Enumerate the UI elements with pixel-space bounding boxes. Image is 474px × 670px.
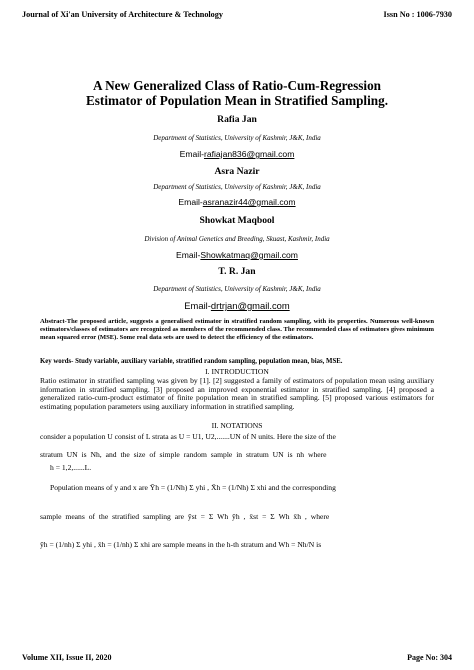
running-footer bbox=[22, 653, 452, 662]
introduction-paragraph: Ratio estimator in stratified sampling was given by [1]. [2] suggested a family of estimators of population mean using auxiliary information in stratified sampling. [3] proposed an improved exponential estimator in stratified sampling. [4] proposed a generalized ratio-cum-product estimator of finite population mean in stratified sampling. [5] proposed various estimators for estimating population parameters using auxiliary information in stratified sampling. bbox=[40, 376, 434, 411]
notation-line: consider a population U consist of L strata as U = U1, U2,.......UN of N units. Here the size of the bbox=[40, 432, 336, 441]
author-affiliation: Department of Statistics, University of Kashmir, J&K, India bbox=[153, 183, 321, 191]
notation-line: ȳh = (1/nh) Σ yhi , x̄h = (1/nh) Σ xhi are sample means in the h-th stratum and Wh = Nh/N is bbox=[40, 540, 322, 549]
author-affiliation: Department of Statistics, University of Kashmir, J&K, India bbox=[153, 134, 321, 142]
paper-title bbox=[0, 78, 474, 108]
title-line-1: A New Generalized Class of Ratio-Cum-Regression bbox=[92, 78, 381, 93]
author-name: Showkat Maqbool bbox=[199, 215, 275, 226]
author-email bbox=[0, 300, 474, 311]
email-link[interactable]: drtrjan@gmail.com bbox=[210, 300, 290, 311]
notation-line: stratum UN is Nh, and the size of simple random sample in stratum UN is nh where bbox=[40, 450, 327, 459]
author-affiliation: Department of Statistics, University of Kashmir, J&K, India bbox=[153, 285, 321, 293]
volume-issue: Volume XII, Issue II, 2020 bbox=[22, 653, 112, 662]
keywords: Key words- Study variable, auxiliary variable, stratified random sampling, population mean, bias, MSE. bbox=[40, 358, 343, 365]
title-line-2: Estimator of Population Mean in Stratified Sampling. bbox=[86, 93, 388, 108]
author-email bbox=[0, 149, 474, 159]
email-prefix: Email- bbox=[184, 300, 211, 311]
notation-line: Population means of y and x are Ȳh = (1/Nh) Σ yhi , X̄h = (1/Nh) Σ xhi and the corresponding bbox=[50, 483, 336, 492]
author-name: Asra Nazir bbox=[214, 166, 260, 177]
page-number: Page No: 304 bbox=[407, 653, 452, 662]
author-email bbox=[0, 197, 474, 207]
email-prefix: Email- bbox=[179, 149, 204, 159]
journal-name: Journal of Xi'an University of Architecture & Technology bbox=[22, 10, 223, 19]
email-prefix: Email- bbox=[176, 250, 201, 260]
email-link[interactable]: rafiajan836@gmail.com bbox=[203, 149, 295, 159]
issn: Issn No : 1006-7930 bbox=[383, 10, 452, 19]
section-heading-introduction: I. INTRODUCTION bbox=[205, 367, 269, 376]
email-link[interactable]: asranazir44@gmail.com bbox=[202, 197, 296, 207]
author-affiliation: Division of Animal Genetics and Breeding, Skuast, Kashmir, India bbox=[144, 235, 330, 243]
author-name: Rafia Jan bbox=[217, 114, 257, 125]
author-email bbox=[0, 250, 474, 260]
email-link[interactable]: Showkatmaq@gmail.com bbox=[200, 250, 298, 260]
notation-line: sample means of the stratified sampling are ȳst = Σ Wh ȳh , x̄st = Σ Wh x̄h , where bbox=[40, 512, 330, 521]
running-header bbox=[22, 10, 452, 19]
author-name: T. R. Jan bbox=[218, 266, 256, 277]
notation-line: h = 1,2,......L. bbox=[50, 463, 92, 472]
abstract: Abstract-The proposed article, suggests a generalised estimator in stratified random sampling, with its properties. Numerous well-known estimators/classes of estimators are recognized as members of the recommended class. The recommended class of estimators gives minimum mean squared error (MSE). Some real data sets are used to detect the efficiency of the estimators. bbox=[40, 318, 434, 342]
section-heading-notations: II. NOTATIONS bbox=[211, 421, 263, 430]
email-prefix: Email- bbox=[178, 197, 203, 207]
